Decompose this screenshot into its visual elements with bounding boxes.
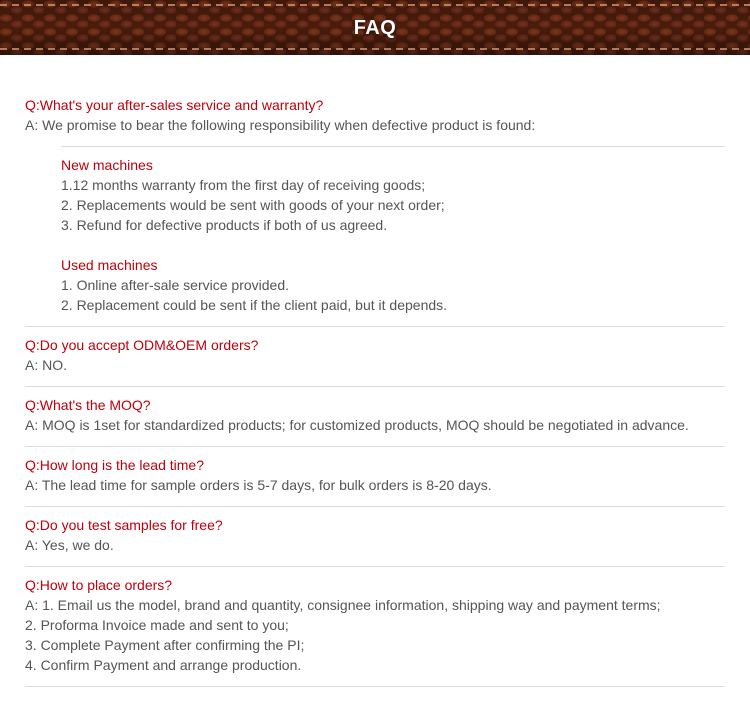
faq-answer: A: The lead time for sample orders is 5-7 days, for bulk orders is 8-20 days. bbox=[25, 477, 492, 493]
faq-answer: A: MOQ is 1set for standardized products; for customized products, MOQ should be negotiated in advance. bbox=[25, 417, 689, 433]
faq-question: Q:What's the MOQ? bbox=[25, 397, 151, 413]
group-line: 2. Replacements would be sent with goods of your next order; bbox=[61, 197, 445, 213]
divider bbox=[25, 506, 725, 507]
group-line: 1.12 months warranty from the first day of receiving goods; bbox=[61, 177, 426, 193]
divider bbox=[25, 446, 725, 447]
faq-answer: 2. Proforma Invoice made and sent to you; bbox=[25, 617, 289, 633]
faq-question: Q:How long is the lead time? bbox=[25, 457, 204, 473]
faq-question: Q:What's your after-sales service and warranty? bbox=[25, 97, 324, 113]
faq-answer: A: 1. Email us the model, brand and quantity, consignee information, shipping way and payment terms; bbox=[25, 597, 661, 613]
faq-question: Q:Do you test samples for free? bbox=[25, 517, 223, 533]
divider bbox=[25, 686, 725, 687]
faq-answer: A: Yes, we do. bbox=[25, 537, 114, 553]
faq-answer: A: NO. bbox=[25, 357, 68, 373]
divider bbox=[25, 566, 725, 567]
faq-banner bbox=[0, 0, 750, 55]
group-line: 1. Online after-sale service provided. bbox=[61, 277, 289, 293]
page-title: FAQ bbox=[353, 17, 397, 39]
faq-answer: 3. Complete Payment after confirming the PI; bbox=[25, 637, 305, 653]
group-line: 3. Refund for defective products if both of us agreed. bbox=[61, 217, 388, 233]
faq-question: Q:How to place orders? bbox=[25, 577, 173, 593]
faq-question: Q:Do you accept ODM&OEM orders? bbox=[25, 337, 259, 353]
divider bbox=[25, 386, 725, 387]
group-title-new-machines: New machines bbox=[61, 157, 153, 173]
divider bbox=[25, 326, 725, 327]
group-title-used-machines: Used machines bbox=[61, 257, 158, 273]
faq-answer: A: We promise to bear the following responsibility when defective product is found: bbox=[25, 117, 536, 133]
group-line: 2. Replacement could be sent if the client paid, but it depends. bbox=[61, 297, 448, 313]
divider bbox=[61, 146, 725, 147]
faq-answer: 4. Confirm Payment and arrange production. bbox=[25, 657, 302, 673]
